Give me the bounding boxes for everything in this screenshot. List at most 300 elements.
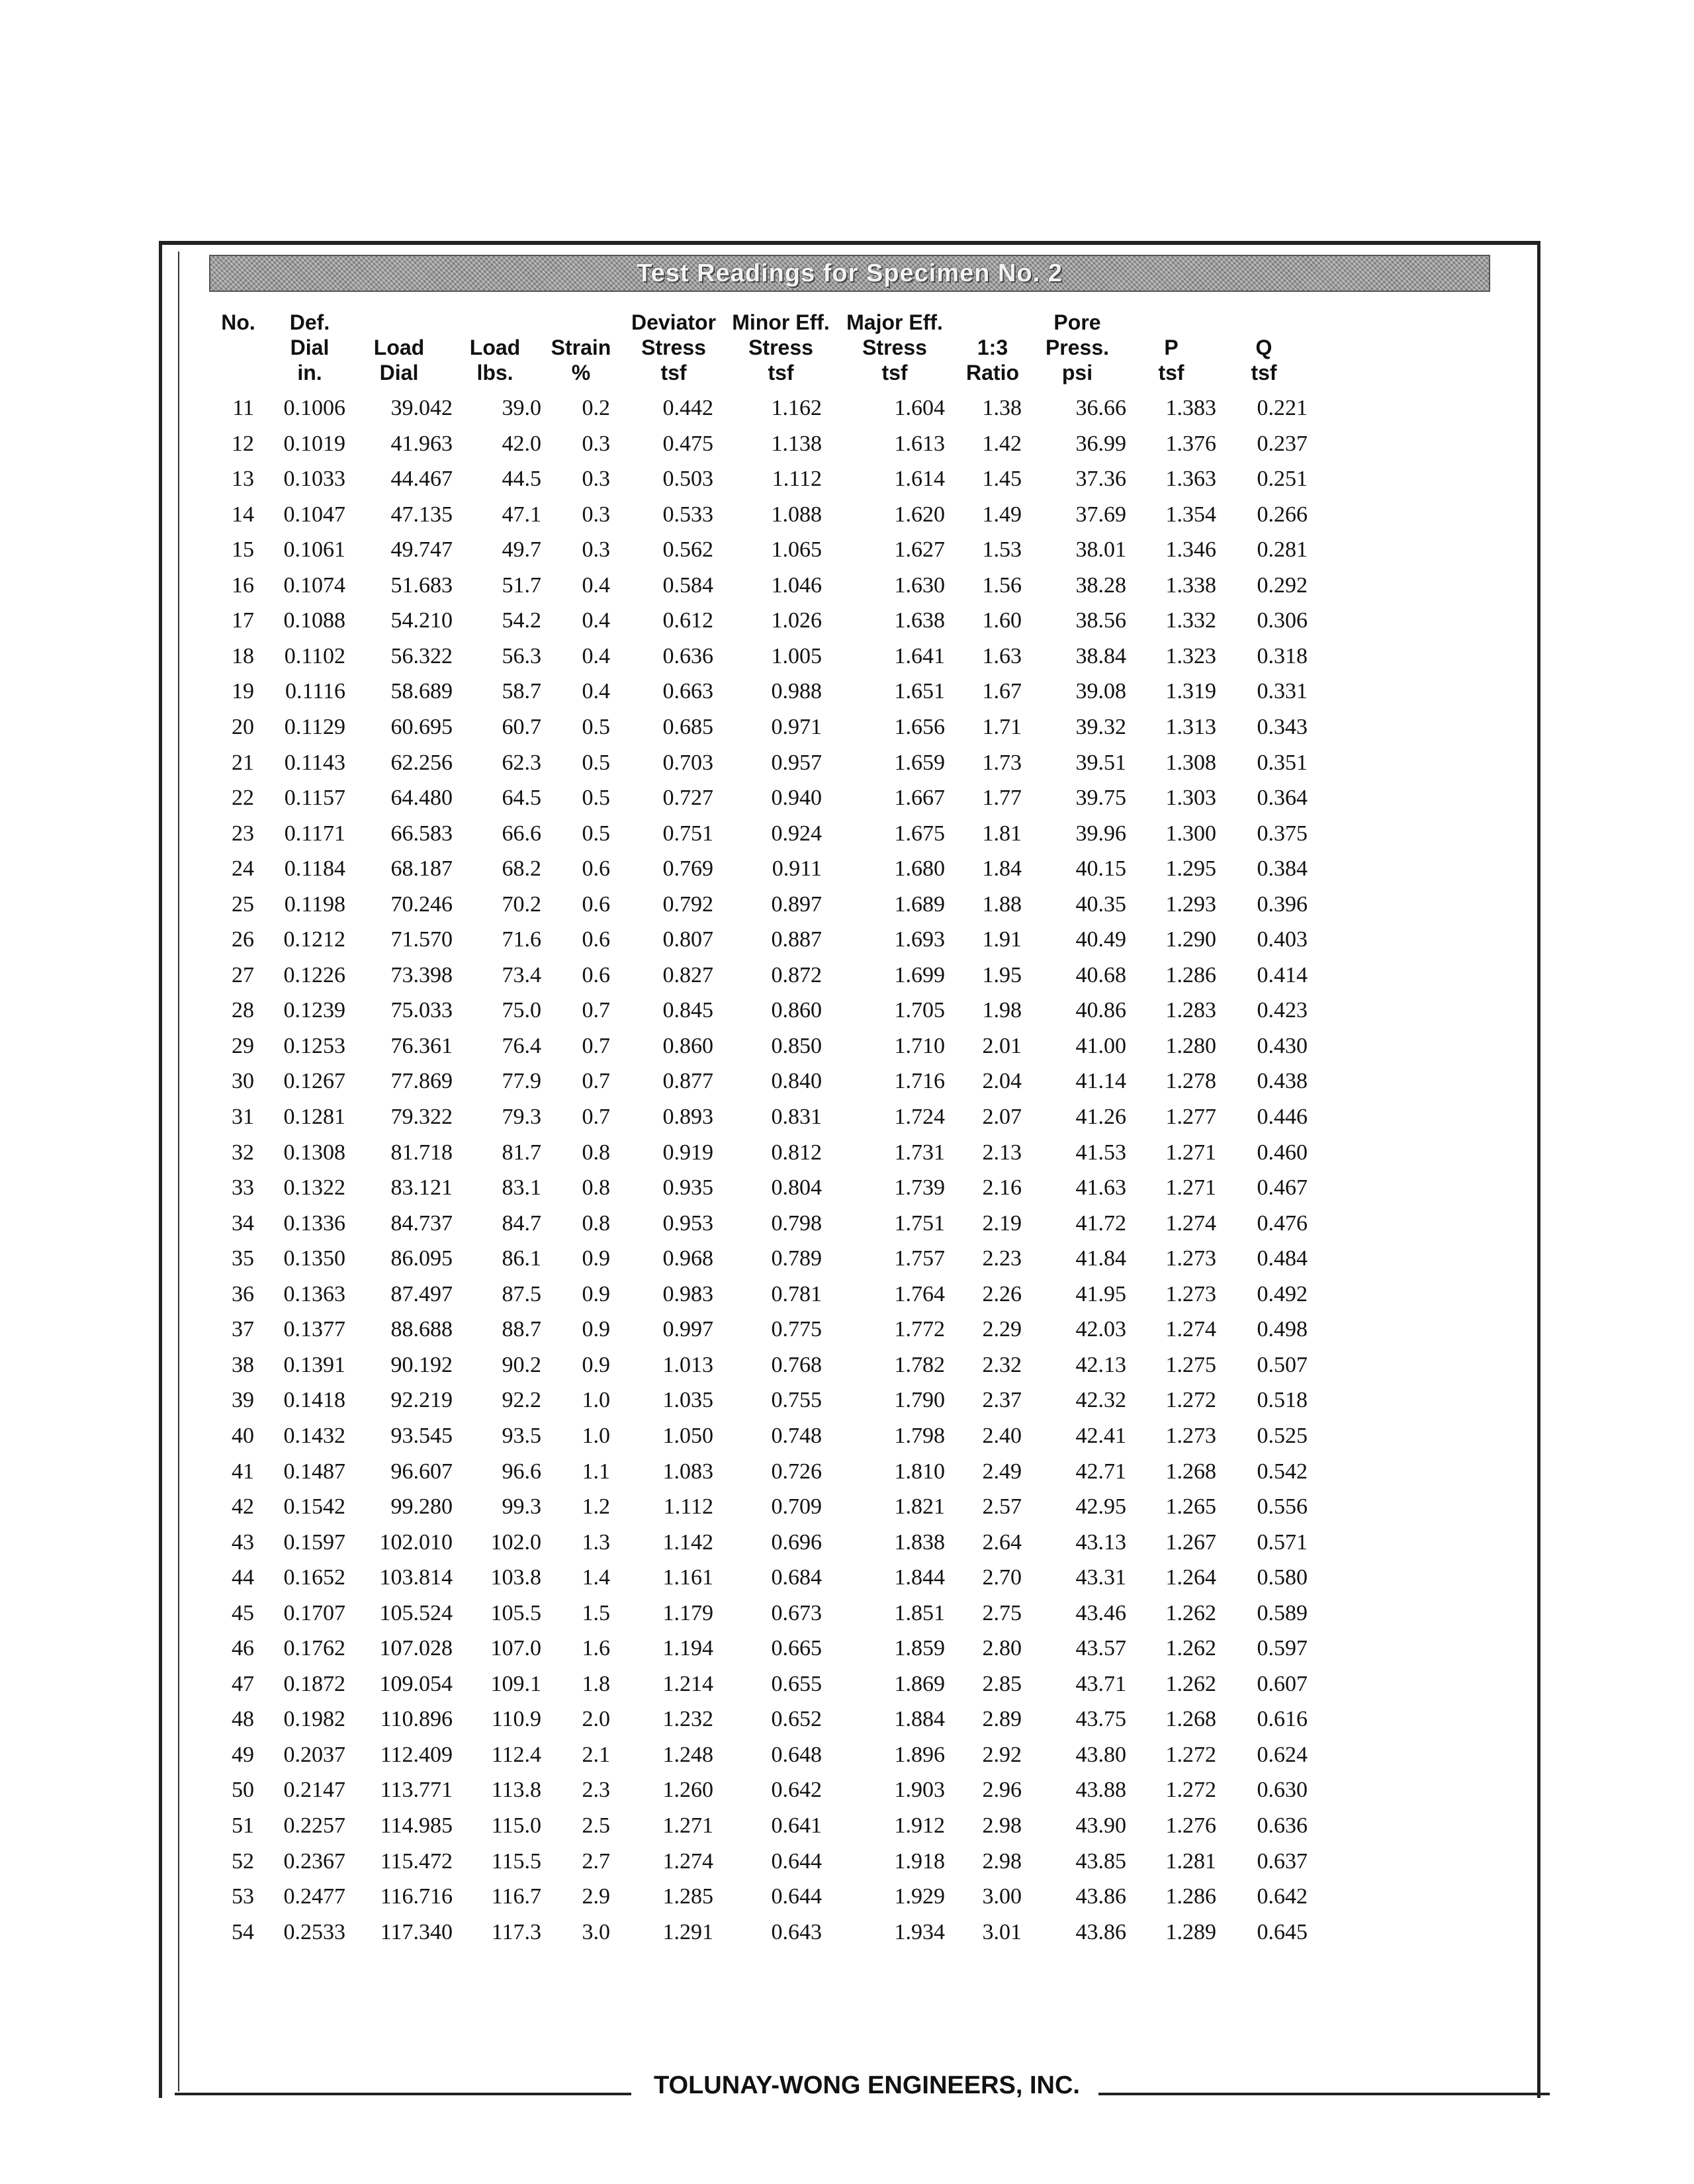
cell-q: 0.292: [1257, 572, 1308, 598]
cell-major: 1.614: [894, 467, 945, 492]
cell-no: 54: [232, 1919, 254, 1944]
cell-q: 0.542: [1257, 1459, 1308, 1484]
cell-q: 0.624: [1257, 1742, 1308, 1767]
cell-pore: 42.95: [1075, 1494, 1126, 1520]
cell-def: 0.1157: [284, 786, 345, 811]
cell-def: 0.1061: [283, 537, 345, 563]
table-row: [0, 537, 1694, 570]
cell-major: 1.757: [894, 1246, 945, 1271]
cell-strain: 1.6: [582, 1636, 610, 1661]
cell-q: 0.396: [1257, 891, 1308, 917]
table-row: [0, 1105, 1694, 1138]
cell-p: 1.265: [1165, 1494, 1216, 1520]
column-header-def: Def. Dial in.: [289, 310, 330, 385]
cell-p: 1.277: [1165, 1105, 1216, 1129]
cell-ratio: 2.04: [982, 1069, 1022, 1094]
cell-p: 1.272: [1165, 1742, 1216, 1767]
cell-q: 0.318: [1257, 643, 1308, 668]
column-header-pore: Pore Press. psi: [1045, 310, 1110, 385]
cell-pore: 40.68: [1075, 962, 1126, 987]
cell-q: 0.467: [1257, 1175, 1308, 1201]
cell-minor: 0.768: [771, 1352, 822, 1377]
cell-no: 23: [232, 821, 254, 846]
cell-p: 1.293: [1165, 891, 1216, 917]
cell-load_dial: 86.095: [390, 1246, 453, 1271]
cell-deviator: 0.769: [662, 856, 713, 882]
cell-p: 1.267: [1165, 1529, 1216, 1555]
cell-ratio: 2.98: [982, 1813, 1022, 1838]
cell-major: 1.851: [894, 1600, 945, 1625]
cell-deviator: 0.919: [662, 1140, 713, 1165]
cell-q: 0.266: [1257, 502, 1308, 527]
cell-ratio: 2.29: [982, 1317, 1022, 1342]
cell-minor: 0.781: [771, 1281, 822, 1306]
cell-q: 0.580: [1257, 1565, 1308, 1590]
cell-ratio: 1.88: [982, 891, 1022, 917]
cell-deviator: 0.503: [662, 467, 713, 492]
cell-pore: 43.88: [1075, 1778, 1126, 1803]
cell-minor: 0.798: [771, 1210, 822, 1236]
cell-no: 35: [232, 1246, 254, 1271]
cell-no: 27: [232, 962, 254, 987]
cell-def: 0.1432: [283, 1423, 345, 1448]
cell-pore: 39.75: [1075, 786, 1126, 811]
cell-def: 0.1019: [283, 431, 345, 456]
cell-major: 1.638: [894, 608, 945, 633]
cell-load_dial: 70.246: [390, 891, 453, 917]
cell-strain: 2.9: [582, 1884, 610, 1909]
cell-minor: 0.748: [771, 1423, 822, 1448]
cell-load_dial: 76.361: [390, 1033, 453, 1058]
cell-p: 1.290: [1165, 927, 1216, 952]
cell-no: 46: [232, 1636, 254, 1661]
table-row: [0, 1353, 1694, 1386]
cell-pore: 36.99: [1075, 431, 1126, 456]
cell-def: 0.1033: [283, 467, 345, 492]
cell-pore: 43.31: [1075, 1565, 1126, 1590]
cell-no: 44: [232, 1565, 254, 1590]
cell-p: 1.300: [1165, 821, 1216, 846]
cell-load_dial: 60.695: [390, 714, 453, 739]
cell-q: 0.460: [1257, 1140, 1308, 1165]
cell-load_dial: 71.570: [390, 927, 453, 952]
cell-major: 1.896: [894, 1742, 945, 1767]
cell-strain: 0.9: [582, 1246, 610, 1271]
cell-strain: 1.5: [582, 1600, 610, 1625]
cell-load_dial: 56.322: [390, 643, 453, 668]
cell-def: 0.2257: [283, 1813, 345, 1838]
cell-deviator: 0.475: [662, 431, 713, 456]
cell-p: 1.278: [1165, 1069, 1216, 1094]
cell-ratio: 2.49: [982, 1459, 1022, 1484]
cell-p: 1.262: [1165, 1671, 1216, 1696]
cell-major: 1.641: [894, 643, 945, 668]
cell-pore: 43.75: [1075, 1707, 1126, 1732]
cell-pore: 40.49: [1075, 927, 1126, 952]
cell-pore: 39.96: [1075, 821, 1126, 846]
cell-major: 1.651: [894, 679, 945, 704]
cell-pore: 42.32: [1075, 1388, 1126, 1413]
cell-def: 0.1253: [283, 1033, 345, 1058]
cell-load_lbs: 115.5: [491, 1848, 541, 1874]
cell-deviator: 0.727: [662, 786, 713, 811]
cell-pore: 38.01: [1075, 537, 1126, 563]
cell-major: 1.903: [894, 1778, 945, 1803]
cell-no: 40: [232, 1423, 254, 1448]
cell-no: 11: [232, 396, 254, 420]
cell-strain: 0.8: [582, 1140, 610, 1165]
cell-deviator: 1.083: [662, 1459, 713, 1484]
cell-load_lbs: 107.0: [490, 1636, 541, 1661]
column-header-no: No.: [221, 310, 255, 334]
cell-def: 0.1350: [283, 1246, 345, 1271]
cell-load_dial: 79.322: [390, 1105, 453, 1129]
cell-strain: 0.6: [582, 856, 610, 882]
cell-pore: 38.84: [1075, 643, 1126, 668]
cell-load_lbs: 88.7: [502, 1317, 541, 1342]
table-row: [0, 1743, 1694, 1776]
cell-load_lbs: 92.2: [502, 1388, 541, 1413]
cell-p: 1.280: [1165, 1033, 1216, 1058]
cell-strain: 2.5: [582, 1813, 610, 1838]
cell-load_dial: 110.896: [380, 1707, 453, 1732]
cell-load_lbs: 79.3: [502, 1105, 541, 1129]
cell-strain: 1.3: [582, 1529, 610, 1555]
cell-pore: 41.95: [1075, 1281, 1126, 1306]
cell-major: 1.751: [894, 1210, 945, 1236]
cell-strain: 0.5: [582, 821, 610, 846]
cell-pore: 41.63: [1075, 1175, 1126, 1201]
cell-major: 1.929: [894, 1884, 945, 1909]
cell-major: 1.675: [894, 821, 945, 846]
cell-no: 43: [232, 1529, 254, 1555]
cell-load_lbs: 47.1: [502, 502, 541, 527]
table-row: [0, 1246, 1694, 1279]
cell-p: 1.271: [1165, 1140, 1216, 1165]
cell-q: 0.492: [1257, 1281, 1308, 1306]
table-row: [0, 1211, 1694, 1244]
cell-no: 39: [232, 1388, 254, 1413]
cell-q: 0.616: [1257, 1707, 1308, 1732]
cell-load_dial: 112.409: [380, 1742, 453, 1767]
cell-load_dial: 113.771: [380, 1778, 453, 1803]
cell-deviator: 0.953: [662, 1210, 713, 1236]
cell-pore: 38.56: [1075, 608, 1126, 633]
cell-deviator: 1.260: [662, 1778, 713, 1803]
cell-def: 0.1391: [283, 1352, 345, 1377]
cell-deviator: 0.997: [662, 1317, 713, 1342]
cell-deviator: 0.562: [662, 537, 713, 563]
table-row: [0, 1601, 1694, 1634]
cell-no: 12: [232, 431, 254, 456]
cell-major: 1.918: [894, 1848, 945, 1874]
cell-deviator: 1.013: [662, 1352, 713, 1377]
cell-minor: 0.652: [771, 1707, 822, 1732]
cell-deviator: 0.807: [662, 927, 713, 952]
cell-def: 0.1074: [283, 572, 345, 598]
table-row: [0, 1140, 1694, 1173]
column-header-ratio: 1:3 Ratio: [966, 336, 1019, 385]
cell-load_dial: 66.583: [390, 821, 453, 846]
cell-load_lbs: 113.8: [491, 1778, 541, 1803]
cell-load_lbs: 109.1: [490, 1671, 541, 1696]
cell-strain: 0.3: [582, 431, 610, 456]
cell-major: 1.627: [894, 537, 945, 563]
table-row: [0, 1849, 1694, 1882]
column-header-strain: Strain %: [551, 336, 611, 385]
cell-load_dial: 114.985: [380, 1813, 453, 1838]
cell-strain: 0.4: [582, 643, 610, 668]
cell-p: 1.268: [1165, 1707, 1216, 1732]
cell-deviator: 1.179: [662, 1600, 713, 1625]
cell-load_lbs: 99.3: [502, 1494, 541, 1520]
cell-q: 0.438: [1257, 1069, 1308, 1094]
cell-load_lbs: 42.0: [502, 431, 541, 456]
cell-p: 1.354: [1165, 502, 1216, 527]
cell-minor: 0.812: [771, 1140, 822, 1165]
cell-load_dial: 58.689: [390, 679, 453, 704]
cell-deviator: 0.983: [662, 1281, 713, 1306]
cell-p: 1.262: [1165, 1600, 1216, 1625]
cell-q: 0.607: [1257, 1671, 1308, 1696]
table-row: [0, 1778, 1694, 1811]
table-row: [0, 927, 1694, 960]
column-header-p: P tsf: [1158, 336, 1184, 385]
cell-load_lbs: 62.3: [502, 750, 541, 775]
cell-deviator: 1.194: [662, 1636, 713, 1661]
cell-load_dial: 83.121: [390, 1175, 453, 1201]
cell-minor: 0.911: [772, 856, 822, 882]
cell-no: 17: [232, 608, 254, 633]
table-row: [0, 998, 1694, 1031]
cell-no: 19: [232, 679, 254, 704]
cell-ratio: 1.98: [982, 998, 1022, 1023]
cell-def: 0.1143: [284, 750, 345, 775]
cell-pore: 41.00: [1075, 1033, 1126, 1058]
cell-def: 0.2533: [283, 1919, 345, 1944]
cell-load_lbs: 110.9: [491, 1707, 541, 1732]
cell-q: 0.484: [1257, 1246, 1308, 1271]
cell-ratio: 1.95: [982, 962, 1022, 987]
cell-load_lbs: 68.2: [502, 856, 541, 882]
table-row: [0, 608, 1694, 641]
cell-deviator: 0.612: [662, 608, 713, 633]
cell-def: 0.1267: [283, 1069, 345, 1094]
cell-minor: 0.850: [771, 1033, 822, 1058]
cell-major: 1.731: [894, 1140, 945, 1165]
cell-load_lbs: 116.7: [491, 1884, 541, 1909]
cell-load_dial: 68.187: [390, 856, 453, 882]
cell-load_dial: 54.210: [390, 608, 453, 633]
table-row: [0, 963, 1694, 996]
cell-ratio: 2.92: [982, 1742, 1022, 1767]
cell-strain: 2.7: [582, 1848, 610, 1874]
table-title: Test Readings for Specimen No. 2: [637, 259, 1063, 287]
cell-q: 0.637: [1257, 1848, 1308, 1874]
cell-ratio: 2.57: [982, 1494, 1022, 1520]
cell-load_dial: 105.524: [379, 1600, 453, 1625]
cell-no: 31: [232, 1105, 254, 1129]
cell-p: 1.295: [1165, 856, 1216, 882]
cell-no: 25: [232, 891, 254, 917]
cell-load_dial: 88.688: [390, 1317, 453, 1342]
cell-deviator: 1.214: [662, 1671, 713, 1696]
cell-q: 0.498: [1257, 1317, 1308, 1342]
cell-minor: 0.957: [771, 750, 822, 775]
cell-def: 0.1597: [283, 1529, 345, 1555]
cell-def: 0.1116: [285, 679, 345, 704]
cell-p: 1.286: [1165, 962, 1216, 987]
cell-no: 21: [232, 750, 254, 775]
cell-pore: 40.35: [1075, 891, 1126, 917]
cell-p: 1.273: [1165, 1423, 1216, 1448]
table-title-banner: [209, 255, 1490, 292]
cell-no: 42: [232, 1494, 254, 1520]
cell-pore: 42.03: [1075, 1317, 1126, 1342]
cell-q: 0.597: [1257, 1636, 1308, 1661]
cell-pore: 41.26: [1075, 1105, 1126, 1129]
cell-pore: 41.53: [1075, 1140, 1126, 1165]
company-name: TOLUNAY-WONG ENGINEERS, INC.: [654, 2071, 1080, 2099]
cell-p: 1.338: [1165, 572, 1216, 598]
cell-ratio: 2.13: [982, 1140, 1022, 1165]
cell-major: 1.739: [894, 1175, 945, 1201]
cell-ratio: 2.80: [982, 1636, 1022, 1661]
cell-minor: 1.065: [771, 537, 822, 563]
cell-def: 0.1982: [283, 1707, 345, 1732]
cell-def: 0.1336: [283, 1210, 345, 1236]
cell-no: 47: [232, 1671, 254, 1696]
table-row: [0, 1530, 1694, 1563]
cell-p: 1.272: [1165, 1778, 1216, 1803]
table-row: [0, 1317, 1694, 1350]
column-header-minor: Minor Eff. Stress tsf: [732, 310, 830, 385]
cell-ratio: 3.01: [982, 1919, 1022, 1944]
cell-load_dial: 92.219: [390, 1388, 453, 1413]
cell-ratio: 2.64: [982, 1529, 1022, 1555]
cell-pore: 43.90: [1075, 1813, 1126, 1838]
cell-load_dial: 99.280: [390, 1494, 453, 1520]
cell-q: 0.423: [1257, 998, 1308, 1023]
cell-load_lbs: 60.7: [502, 714, 541, 739]
cell-minor: 0.655: [771, 1671, 822, 1696]
cell-no: 49: [232, 1742, 254, 1767]
cell-deviator: 1.142: [662, 1529, 713, 1555]
cell-minor: 0.648: [771, 1742, 822, 1767]
cell-minor: 1.046: [771, 572, 822, 598]
cell-q: 0.571: [1257, 1529, 1308, 1555]
cell-q: 0.630: [1257, 1778, 1308, 1803]
cell-load_lbs: 49.7: [502, 537, 541, 563]
column-header-deviator: Deviator Stress tsf: [631, 310, 717, 385]
table-row: [0, 786, 1694, 819]
cell-pore: 41.72: [1075, 1210, 1126, 1236]
cell-load_lbs: 75.0: [502, 998, 541, 1023]
cell-def: 0.1239: [283, 998, 345, 1023]
cell-def: 0.1418: [283, 1388, 345, 1413]
cell-deviator: 1.035: [662, 1388, 713, 1413]
cell-load_dial: 51.683: [390, 572, 453, 598]
cell-strain: 1.1: [582, 1459, 610, 1484]
cell-pore: 41.14: [1075, 1069, 1126, 1094]
cell-no: 53: [232, 1884, 254, 1909]
table-row: [0, 1388, 1694, 1421]
cell-ratio: 1.73: [982, 750, 1022, 775]
cell-major: 1.699: [894, 962, 945, 987]
cell-major: 1.689: [894, 891, 945, 917]
cell-strain: 0.3: [582, 537, 610, 563]
cell-major: 1.838: [894, 1529, 945, 1555]
cell-def: 0.1707: [283, 1600, 345, 1625]
table-row: [0, 821, 1694, 854]
cell-deviator: 1.285: [662, 1884, 713, 1909]
cell-def: 0.1102: [284, 643, 345, 668]
cell-load_lbs: 76.4: [502, 1033, 541, 1058]
cell-def: 0.1281: [283, 1105, 345, 1129]
table-row: [0, 1636, 1694, 1669]
table-row: [0, 1672, 1694, 1705]
cell-q: 0.384: [1257, 856, 1308, 882]
cell-deviator: 1.248: [662, 1742, 713, 1767]
cell-load_dial: 115.472: [380, 1848, 453, 1874]
cell-major: 1.693: [894, 927, 945, 952]
cell-def: 0.1198: [284, 891, 345, 917]
cell-minor: 0.641: [771, 1813, 822, 1838]
cell-major: 1.798: [894, 1423, 945, 1448]
cell-no: 52: [232, 1848, 254, 1874]
cell-load_dial: 75.033: [390, 998, 453, 1023]
cell-strain: 0.4: [582, 679, 610, 704]
cell-def: 0.2147: [283, 1778, 345, 1803]
cell-ratio: 2.98: [982, 1848, 1022, 1874]
cell-load_dial: 62.256: [390, 750, 453, 775]
cell-strain: 0.3: [582, 467, 610, 492]
cell-load_lbs: 84.7: [502, 1210, 541, 1236]
cell-load_lbs: 117.3: [491, 1919, 541, 1944]
cell-no: 30: [232, 1069, 254, 1094]
cell-load_dial: 81.718: [390, 1140, 453, 1165]
cell-deviator: 1.050: [662, 1423, 713, 1448]
cell-load_dial: 47.135: [390, 502, 453, 527]
cell-p: 1.313: [1165, 714, 1216, 739]
cell-load_lbs: 86.1: [502, 1246, 541, 1271]
cell-strain: 0.7: [582, 998, 610, 1023]
cell-deviator: 0.636: [662, 643, 713, 668]
cell-major: 1.869: [894, 1671, 945, 1696]
cell-pore: 38.28: [1075, 572, 1126, 598]
cell-q: 0.237: [1257, 431, 1308, 456]
cell-major: 1.680: [894, 856, 945, 882]
cell-no: 24: [232, 856, 254, 882]
cell-q: 0.343: [1257, 714, 1308, 739]
cell-no: 36: [232, 1281, 254, 1306]
cell-def: 0.1872: [283, 1671, 345, 1696]
table-row: [0, 1565, 1694, 1598]
cell-deviator: 0.584: [662, 572, 713, 598]
cell-no: 51: [232, 1813, 254, 1838]
cell-strain: 2.1: [582, 1742, 610, 1767]
cell-p: 1.281: [1165, 1848, 1216, 1874]
cell-load_lbs: 44.5: [502, 467, 541, 492]
cell-q: 0.476: [1257, 1210, 1308, 1236]
table-row: [0, 892, 1694, 925]
cell-no: 26: [232, 927, 254, 952]
cell-p: 1.273: [1165, 1281, 1216, 1306]
cell-def: 0.1006: [283, 396, 345, 420]
table-row: [0, 679, 1694, 712]
cell-def: 0.1171: [284, 821, 345, 846]
cell-load_lbs: 71.6: [502, 927, 541, 952]
